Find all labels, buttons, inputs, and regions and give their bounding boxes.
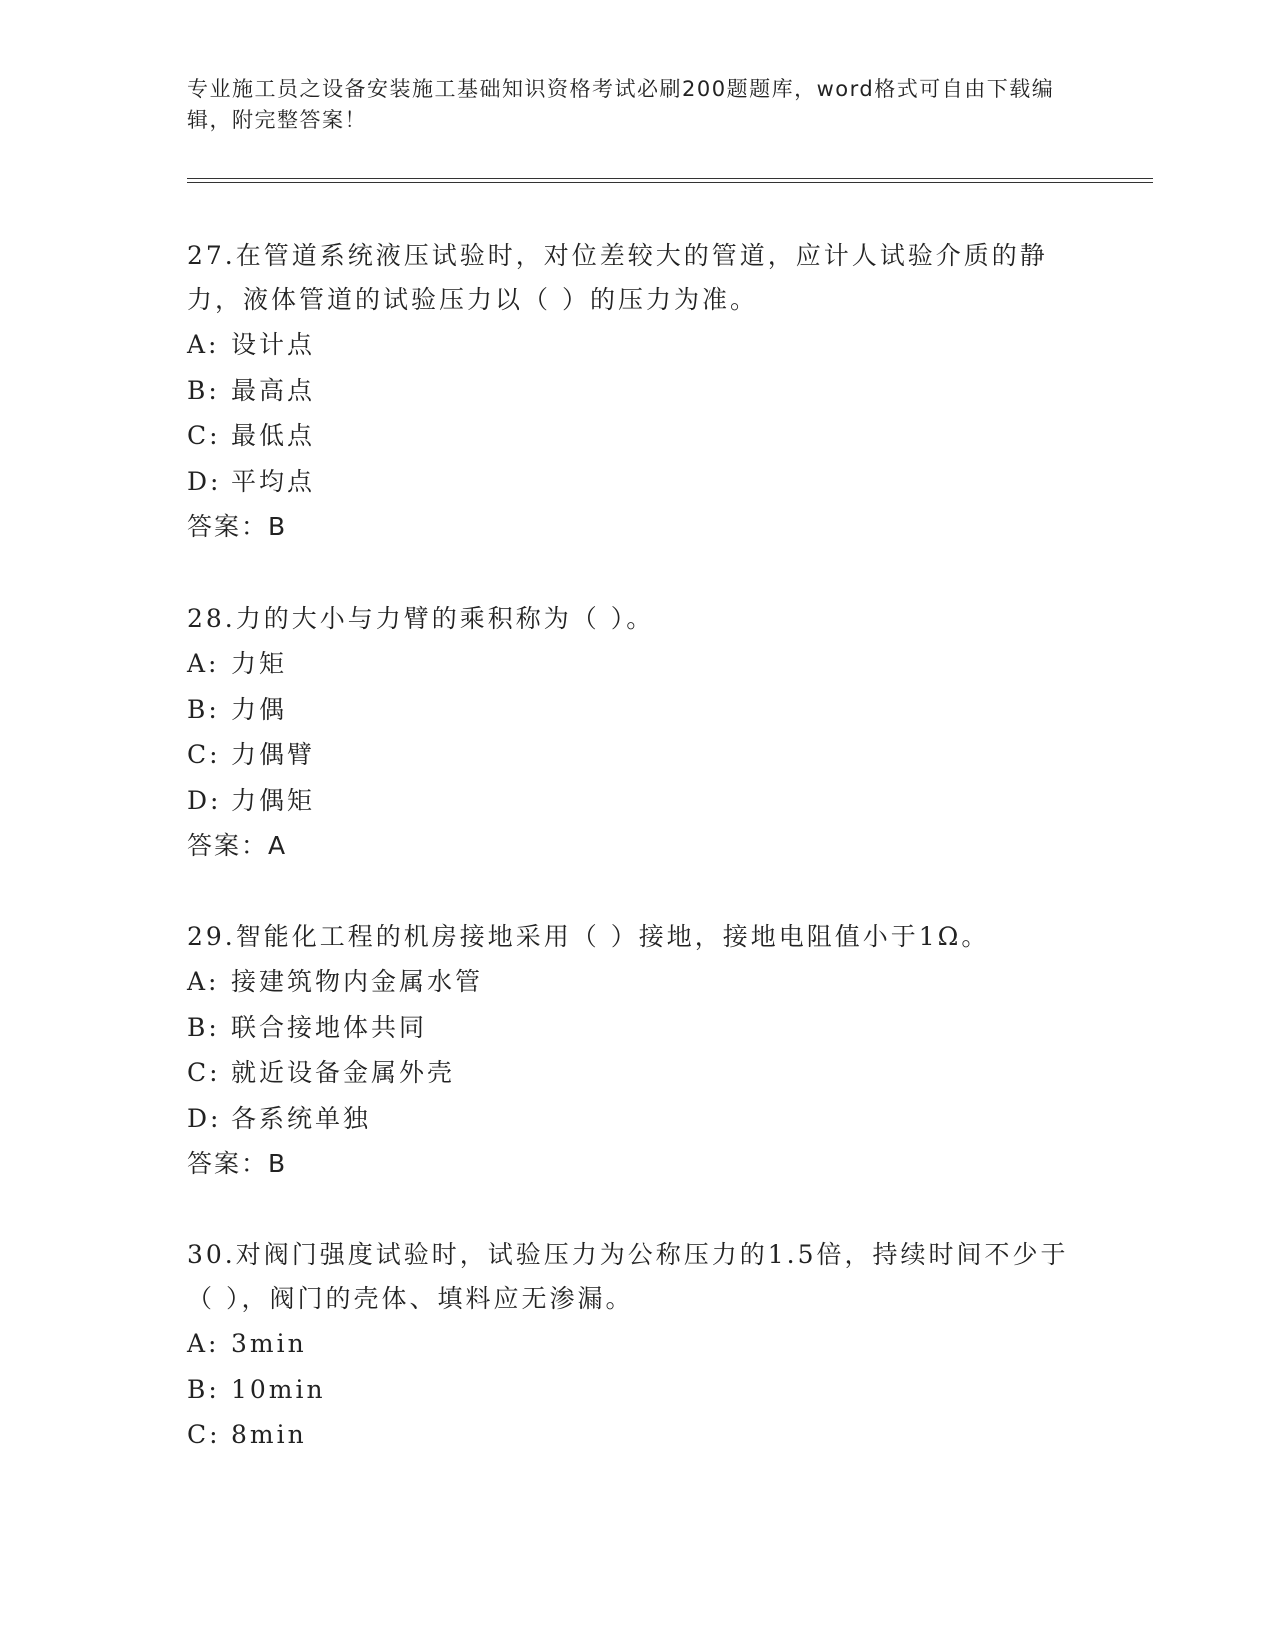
option-letter: B: [187,375,220,405]
option-text: 平均点 [231,466,316,496]
option-letter: C: [187,421,221,450]
answer-line: 答案：B [187,512,288,541]
question-body: 智能化工程的机房接地采用（ ）接地，接地电阻值小于1Ω。 [235,922,990,951]
option-d [187,1096,1087,1142]
question-number: 28. [187,604,236,633]
option-b [187,1005,1087,1051]
option-text: 力偶矩 [231,785,316,815]
question-body: 力的大小与力臂的乘积称为（ ）。 [235,604,655,633]
question-text [187,1233,1087,1321]
option-letter: B: [187,1374,220,1404]
option-text: 力矩 [231,649,288,678]
question-28 [187,597,1087,868]
option-letter: A: [187,649,220,678]
option-a [187,322,1087,368]
option-letter: D: [187,466,222,496]
option-b [187,687,1087,733]
option-text: 最高点 [231,375,316,405]
option-text: 10min [231,1374,326,1404]
option-text: 各系统单独 [231,1103,372,1133]
option-text: 就近设备金属外壳 [231,1058,456,1087]
option-letter: C: [187,1058,221,1087]
answer-line: 答案：B [187,1149,288,1178]
question-body: 在管道系统液压试验时，对位差较大的管道，应计人试验介质的静力，液体管道的试验压力以（ ）的压力为准。 [187,241,1048,314]
question-number: 27. [187,241,236,270]
option-letter: D: [187,785,222,815]
option-text: 8min [231,1420,307,1449]
option-letter: C: [187,740,221,769]
option-a [187,641,1087,687]
question-text [187,234,1087,322]
header-divider-bottom [187,182,1153,183]
option-letter: A: [187,967,220,996]
question-29 [187,915,1087,1186]
header-divider-top [187,178,1153,179]
option-c [187,732,1087,778]
option-c [187,1412,1087,1458]
option-letter: C: [187,1420,221,1449]
question-27 [187,234,1087,549]
question-text [187,597,1087,641]
question-number: 30. [187,1240,236,1269]
option-letter: B: [187,694,220,724]
option-text: 力偶 [231,694,288,724]
option-letter: D: [187,1103,222,1133]
option-letter: A: [187,1329,220,1358]
option-text: 力偶臂 [231,740,316,769]
option-letter: B: [187,1012,220,1042]
option-a [187,959,1087,1005]
question-text [187,915,1087,959]
option-d [187,459,1087,505]
question-body: 对阀门强度试验时，试验压力为公称压力的1.5倍，持续时间不少于（ ），阀门的壳体、填料应无渗漏。 [187,1240,1069,1313]
option-c [187,413,1087,459]
option-c [187,1050,1087,1096]
option-text: 联合接地体共同 [231,1012,428,1042]
option-d [187,778,1087,824]
option-text: 设计点 [231,330,316,359]
option-letter: A: [187,330,220,359]
option-text: 接建筑物内金属水管 [231,967,484,996]
option-b [187,1367,1087,1413]
answer-line: 答案：A [187,831,288,860]
option-b [187,368,1087,414]
option-a [187,1321,1087,1367]
option-text: 最低点 [231,421,316,450]
question-30 [187,1233,1087,1458]
question-number: 29. [187,922,236,951]
option-text: 3min [231,1329,307,1358]
document-header: 专业施工员之设备安装施工基础知识资格考试必刷200题题库，word格式可自由下载编辑，附完整答案！ [187,77,1055,132]
